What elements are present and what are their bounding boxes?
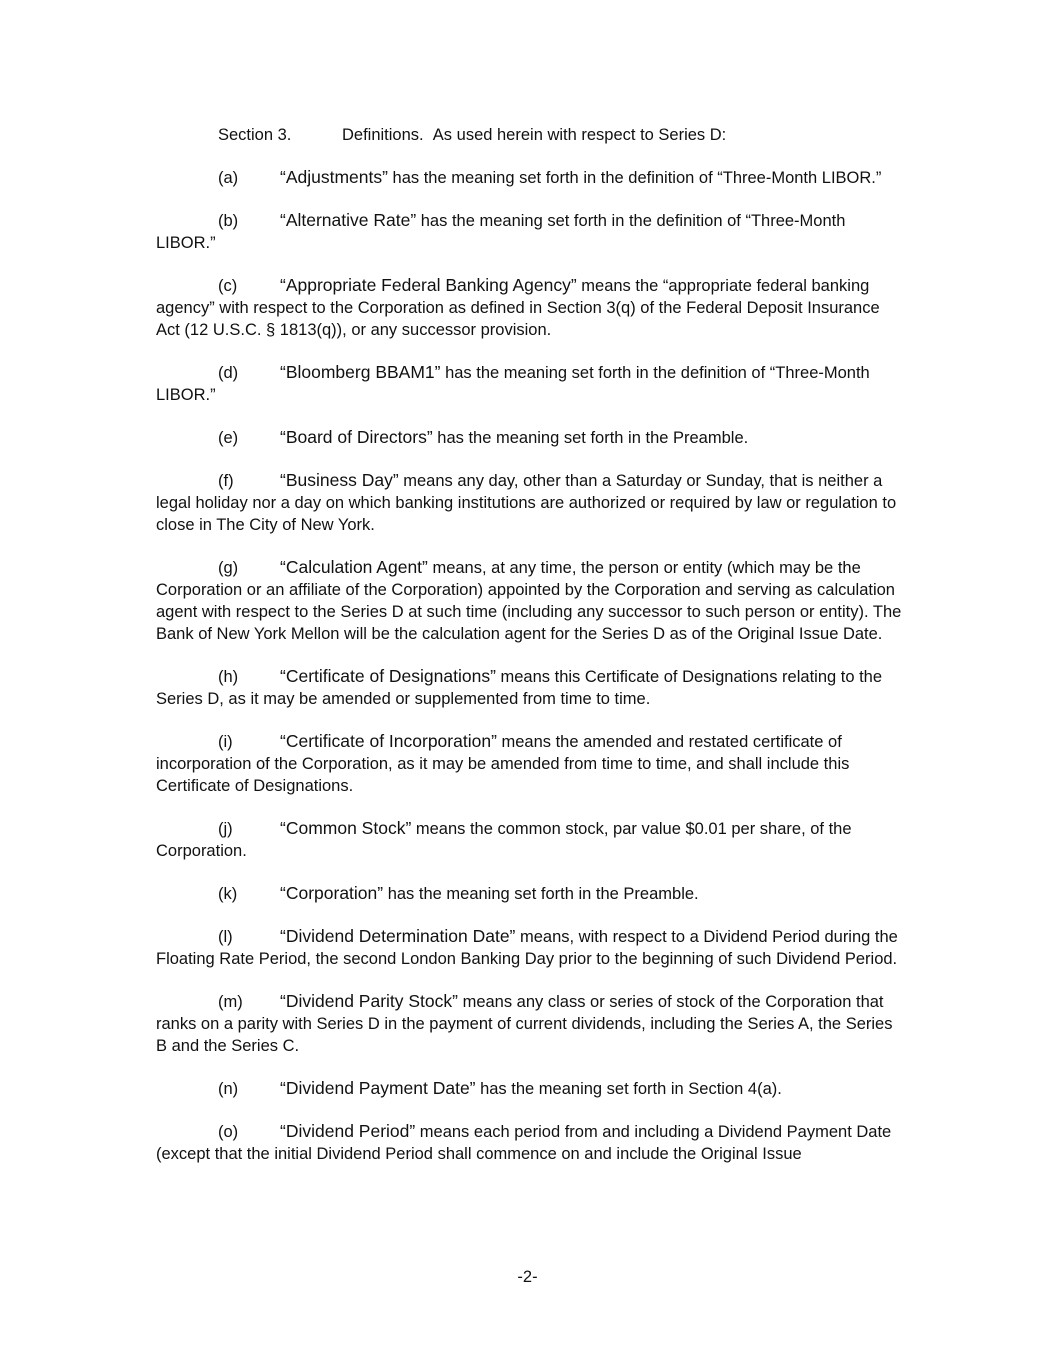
definition-paragraph xyxy=(156,730,904,797)
definition-term: “Dividend Determination Date” xyxy=(280,926,516,946)
definition-lead xyxy=(156,277,280,295)
definition-term: “Adjustments” xyxy=(280,167,388,187)
definition-lead xyxy=(156,1080,280,1098)
definition-text: means any class or series of stock of the Corporation that ranks on a parity with Series D in the payment of current dividends, including the Series A, the Series B and the Series C. xyxy=(156,993,893,1055)
definition-label: (m) xyxy=(218,993,243,1011)
definition-lead xyxy=(156,559,280,577)
definition-label: (k) xyxy=(218,885,238,903)
definition-label: (a) xyxy=(218,169,239,187)
definition-label: (i) xyxy=(218,733,233,751)
definition-paragraph xyxy=(156,426,904,449)
definition-paragraph xyxy=(156,925,904,970)
definition-term: “Bloomberg BBAM1” xyxy=(280,362,441,382)
definition-term: “Dividend Parity Stock” xyxy=(280,991,458,1011)
definition-lead xyxy=(156,993,280,1011)
definition-paragraph xyxy=(156,1120,904,1165)
definition-lead xyxy=(156,472,280,490)
definition-text: means any day, other than a Saturday or Sunday, that is neither a legal holiday nor a day on which banking institutions are authorized or required by law or regulation to close in The City of New York. xyxy=(156,472,897,534)
section-title: Definitions. xyxy=(342,126,424,144)
definition-label: (h) xyxy=(218,668,239,686)
definition-term: “Business Day” xyxy=(280,470,399,490)
definition-term: “Appropriate Federal Banking Agency” xyxy=(280,275,577,295)
definition-text: has the meaning set forth in the Preamble. xyxy=(432,429,749,447)
definitions-list xyxy=(156,166,904,1165)
section-number: Section 3. xyxy=(218,126,292,144)
definition-label: (n) xyxy=(218,1080,239,1098)
definition-text: means the common stock, par value $0.01 per share, of the Corporation. xyxy=(156,820,852,860)
definition-paragraph xyxy=(156,209,904,254)
definition-paragraph xyxy=(156,361,904,406)
definition-lead xyxy=(156,1123,280,1141)
definition-term: “Alternative Rate” xyxy=(280,210,417,230)
definition-label: (c) xyxy=(218,277,238,295)
definition-term: “Certificate of Incorporation” xyxy=(280,731,497,751)
definition-lead xyxy=(156,668,280,686)
definition-text: means this Certificate of Designations relating to the Series D, as it may be amended or supplemented from time to time. xyxy=(156,668,883,708)
definition-lead xyxy=(156,885,280,903)
definition-paragraph xyxy=(156,274,904,341)
section-intro: As used herein with respect to Series D: xyxy=(432,126,727,144)
definition-label: (f) xyxy=(218,472,234,490)
definition-term: “Board of Directors” xyxy=(280,427,433,447)
definition-term: “Calculation Agent” xyxy=(280,557,428,577)
definition-label: (o) xyxy=(218,1123,239,1141)
definition-lead xyxy=(156,364,280,382)
page-number: -2- xyxy=(517,1268,538,1286)
definition-term: “Dividend Payment Date” xyxy=(280,1078,476,1098)
definition-label: (d) xyxy=(218,364,239,382)
definition-term: “Corporation” xyxy=(280,883,384,903)
definition-text: means the “appropriate federal banking agency” with respect to the Corporation as defined in Section 3(q) of the Federal Deposit Insurance Act (12 U.S.C. § 1813(q)), or any successor provision. xyxy=(156,277,880,339)
definition-lead xyxy=(156,429,280,447)
definition-term: “Certificate of Designations” xyxy=(280,666,496,686)
definition-lead xyxy=(156,733,280,751)
definition-text: has the meaning set forth in the definition of “Three-Month LIBOR.” xyxy=(387,169,882,187)
definition-paragraph xyxy=(156,1077,904,1100)
definition-label: (g) xyxy=(218,559,239,577)
definition-text: means, with respect to a Dividend Period during the Floating Rate Period, the second London Banking Day prior to the beginning of such Dividend Period. xyxy=(156,928,898,968)
definition-text: means the amended and restated certificate of incorporation of the Corporation, as it may be amended from time to time, and shall include this Certificate of Designations. xyxy=(156,733,850,795)
definition-text: has the meaning set forth in the Preamble. xyxy=(383,885,699,903)
definition-paragraph xyxy=(156,817,904,862)
definition-label: (e) xyxy=(218,429,239,447)
definition-label: (l) xyxy=(218,928,233,946)
definition-label: (b) xyxy=(218,212,239,230)
definition-lead xyxy=(156,820,280,838)
definition-paragraph xyxy=(156,882,904,905)
definition-paragraph xyxy=(156,990,904,1057)
document-body xyxy=(156,124,904,1185)
definition-term: “Dividend Period” xyxy=(280,1121,416,1141)
definition-text: has the meaning set forth in Section 4(a). xyxy=(475,1080,782,1098)
definition-text: means, at any time, the person or entity (which may be the Corporation or an affiliate of the Corporation) appointed by the Corporation and serving as calculation agent with respect to the Series D at such time (including any successor to such person or entity). The Bank of New York Mellon will be the calculation agent for the Series D as of the Original Issue Date. xyxy=(156,559,902,643)
definition-text: has the meaning set forth in the definition of “Three-Month LIBOR.” xyxy=(156,212,846,252)
definition-term: “Common Stock” xyxy=(280,818,412,838)
definition-paragraph xyxy=(156,665,904,710)
definition-lead xyxy=(156,212,280,230)
definition-lead xyxy=(156,169,280,187)
definition-paragraph xyxy=(156,166,904,189)
definition-paragraph xyxy=(156,556,904,645)
definition-text: means each period from and including a Dividend Payment Date (except that the initial Dividend Period shall commence on and include the Original Issue xyxy=(156,1123,892,1163)
section-heading xyxy=(156,124,904,146)
definition-label: (j) xyxy=(218,820,233,838)
definition-paragraph xyxy=(156,469,904,536)
definition-lead xyxy=(156,928,280,946)
definition-text: has the meaning set forth in the definition of “Three-Month LIBOR.” xyxy=(156,364,870,404)
